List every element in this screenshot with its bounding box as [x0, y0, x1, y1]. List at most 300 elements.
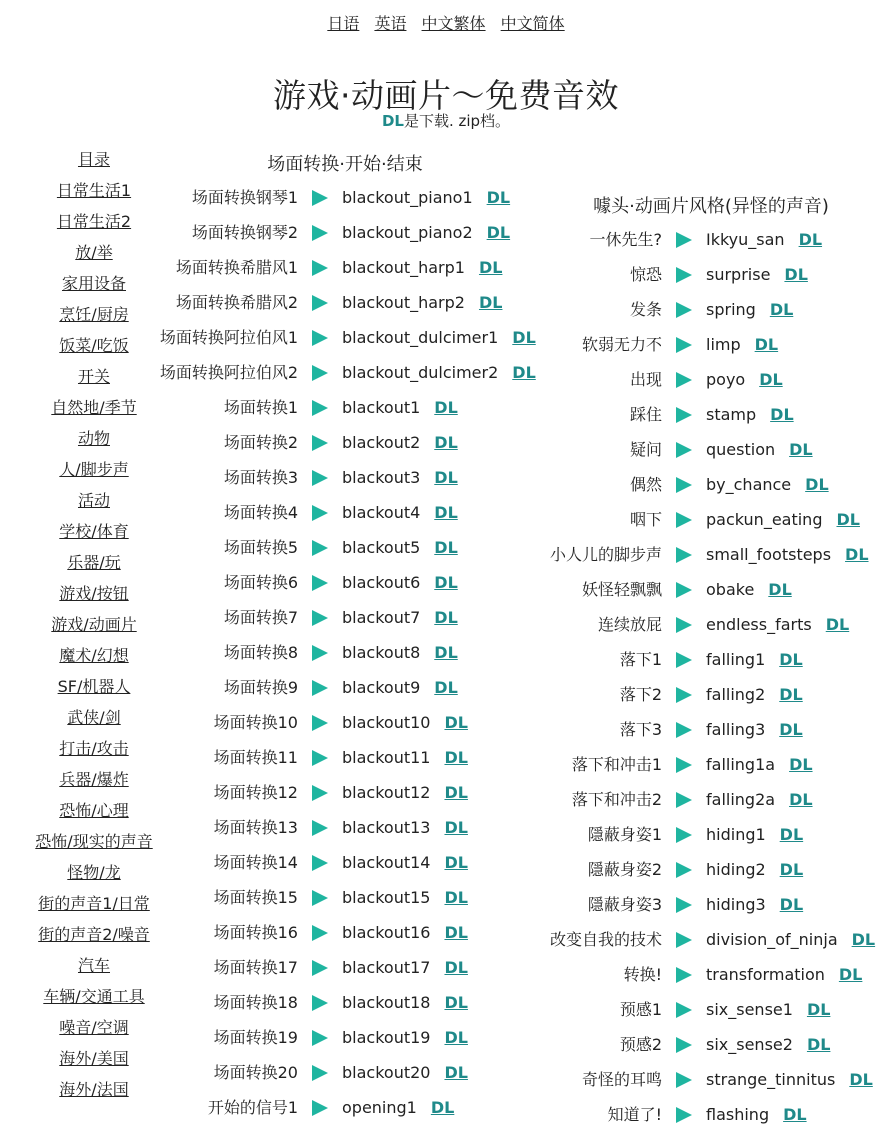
section-a-heading: 场面转换·开始·结束 — [267, 154, 423, 175]
nav-link[interactable]: 开关 — [77, 367, 110, 386]
nav-link[interactable]: 烹饪/厨房 — [59, 305, 129, 324]
section-a-list — [0, 187, 560, 1132]
download-link[interactable]: DL — [434, 503, 458, 522]
sound-label: 场面转换6 — [223, 573, 298, 592]
play-icon[interactable] — [312, 1100, 328, 1116]
sound-row — [540, 754, 892, 789]
page-subtitle — [0, 110, 892, 131]
sound-filename: by_chance — [706, 475, 792, 494]
download-link[interactable]: DL — [444, 748, 468, 767]
sound-row — [0, 362, 560, 397]
play-icon[interactable] — [312, 715, 328, 731]
sound-row — [540, 824, 892, 859]
sound-filename: blackout13 — [342, 818, 431, 837]
download-link[interactable]: DL — [512, 328, 536, 347]
play-icon[interactable] — [676, 512, 692, 528]
sound-filename-group — [706, 369, 783, 391]
sound-label: 场面转换16 — [213, 923, 298, 942]
play-icon[interactable] — [312, 680, 328, 696]
download-link[interactable]: DL — [434, 538, 458, 557]
sound-label: 场面转换5 — [223, 538, 298, 557]
sound-row — [540, 649, 892, 684]
download-link[interactable]: DL — [779, 860, 804, 879]
sound-label: 知道了! — [607, 1105, 662, 1124]
download-link[interactable]: DL — [754, 335, 779, 354]
play-icon[interactable] — [676, 547, 692, 563]
download-link[interactable]: DL — [770, 405, 794, 424]
nav-link[interactable]: 游戏/动画片 — [51, 615, 137, 634]
nav-link[interactable]: 家用设备 — [61, 274, 126, 293]
nav-link[interactable]: SF/机器人 — [57, 677, 131, 696]
nav-link[interactable]: 街的声音1/日常 — [38, 894, 150, 913]
sound-row — [540, 1104, 892, 1139]
play-icon[interactable] — [312, 470, 328, 486]
sound-filename: falling1a — [706, 755, 776, 774]
download-link[interactable]: DL — [478, 293, 503, 312]
sound-row — [0, 432, 560, 467]
download-link[interactable]: DL — [444, 923, 468, 942]
download-link[interactable]: DL — [434, 573, 458, 592]
download-link[interactable]: DL — [845, 545, 869, 564]
sound-filename: blackout_piano2 — [342, 223, 473, 242]
sound-label: 场面转换20 — [213, 1063, 298, 1082]
download-link[interactable]: DL — [444, 1063, 468, 1082]
download-link[interactable]: DL — [836, 510, 860, 529]
sound-filename-group — [706, 719, 803, 741]
sound-row — [0, 222, 560, 257]
sound-filename: surprise — [706, 265, 771, 284]
sound-filename: blackout19 — [342, 1028, 431, 1047]
sound-filename: flashing — [706, 1105, 770, 1124]
sound-filename: six_sense2 — [706, 1035, 793, 1054]
sound-filename-group — [342, 992, 468, 1014]
play-icon[interactable] — [312, 400, 328, 416]
sound-row — [540, 229, 892, 264]
nav-link[interactable]: 目录 — [77, 150, 110, 169]
play-icon[interactable] — [312, 960, 328, 976]
sound-filename-group — [342, 187, 510, 209]
nav-link[interactable]: 乐器/玩 — [67, 553, 121, 572]
sound-row — [540, 264, 892, 299]
sound-filename: opening1 — [342, 1098, 417, 1117]
sound-filename: blackout12 — [342, 783, 431, 802]
download-link[interactable]: DL — [825, 615, 850, 634]
sound-filename-group — [706, 439, 813, 461]
sound-filename-group — [342, 1062, 468, 1084]
sound-filename: blackout9 — [342, 678, 421, 697]
sound-row — [0, 817, 560, 852]
sound-row — [540, 789, 892, 824]
play-icon[interactable] — [676, 337, 692, 353]
sound-filename-group — [342, 502, 458, 524]
sound-label: 预感1 — [619, 1000, 662, 1019]
sound-label: 落下3 — [619, 720, 662, 739]
sound-filename-group — [706, 544, 869, 566]
sound-filename: blackout_harp1 — [342, 258, 465, 277]
nav-link[interactable]: 兵器/爆炸 — [59, 770, 129, 789]
sound-filename: hiding3 — [706, 895, 766, 914]
nav-link[interactable]: 活动 — [77, 491, 110, 510]
sound-label: 场面转换8 — [223, 643, 298, 662]
play-icon[interactable] — [312, 645, 328, 661]
download-link[interactable]: DL — [434, 678, 458, 697]
play-icon[interactable] — [676, 792, 692, 808]
sound-label: 场面转换17 — [213, 958, 298, 977]
download-link[interactable]: DL — [779, 650, 803, 669]
sound-filename-group — [342, 362, 536, 384]
download-link[interactable]: DL — [789, 440, 813, 459]
sound-label: 场面转换钢琴1 — [191, 188, 298, 207]
play-icon[interactable] — [676, 827, 692, 843]
play-icon[interactable] — [312, 225, 328, 241]
sound-row — [0, 957, 560, 992]
download-link[interactable]: DL — [806, 1035, 831, 1054]
download-link[interactable]: DL — [779, 825, 804, 844]
sound-filename: blackout15 — [342, 888, 431, 907]
sound-filename-group — [342, 957, 468, 979]
play-icon[interactable] — [676, 442, 692, 458]
nav-link[interactable]: 噪音/空调 — [59, 1018, 129, 1037]
download-link[interactable]: DL — [512, 363, 536, 382]
nav-link[interactable]: 魔术/幻想 — [59, 646, 129, 665]
sound-filename-group — [706, 299, 793, 321]
nav-link[interactable]: 游戏/按钮 — [59, 584, 129, 603]
sound-filename: transformation — [706, 965, 825, 984]
sound-label: 连续放屁 — [597, 615, 662, 634]
sound-filename-group — [342, 817, 468, 839]
sound-label: 惊恐 — [629, 265, 662, 284]
sound-label: 场面转换11 — [213, 748, 298, 767]
play-icon[interactable] — [312, 190, 328, 206]
nav-link[interactable]: 车辆/交通工具 — [43, 987, 145, 1006]
sound-filename: blackout_dulcimer2 — [342, 363, 499, 382]
play-icon[interactable] — [676, 757, 692, 773]
download-link[interactable]: DL — [434, 643, 458, 662]
download-link[interactable]: DL — [444, 1028, 468, 1047]
download-link[interactable]: DL — [779, 720, 803, 739]
lang-link-simplified-chinese[interactable]: 中文简体 — [500, 14, 565, 33]
sound-row — [0, 502, 560, 537]
lang-link-traditional-chinese[interactable]: 中文繁体 — [421, 14, 486, 33]
sound-row — [540, 579, 892, 614]
play-icon[interactable] — [676, 372, 692, 388]
play-icon[interactable] — [312, 890, 328, 906]
download-link[interactable]: DL — [444, 958, 468, 977]
sound-row — [0, 712, 560, 747]
nav-link[interactable]: 汽车 — [77, 956, 110, 975]
play-icon[interactable] — [312, 1065, 328, 1081]
play-icon[interactable] — [312, 785, 328, 801]
sound-filename: obake — [706, 580, 755, 599]
section-b-list — [540, 229, 892, 1139]
sound-filename: strange_tinnitus — [706, 1070, 836, 1089]
sound-row — [0, 922, 560, 957]
sound-label: 场面转换12 — [213, 783, 298, 802]
sound-label: 场面转换阿拉伯风2 — [159, 363, 298, 382]
play-icon[interactable] — [676, 1072, 692, 1088]
download-link[interactable]: DL — [838, 965, 863, 984]
download-link[interactable]: DL — [444, 783, 468, 802]
sound-label: 改变自我的技术 — [549, 930, 662, 949]
download-link[interactable]: DL — [434, 398, 458, 417]
nav-link[interactable]: 人/脚步声 — [59, 460, 129, 479]
sound-row — [0, 537, 560, 572]
play-icon[interactable] — [676, 1037, 692, 1053]
sound-filename: Ikkyu_san — [706, 230, 785, 249]
download-link[interactable]: DL — [444, 888, 468, 907]
download-link[interactable]: DL — [486, 188, 511, 207]
play-icon[interactable] — [312, 925, 328, 941]
sound-label: 踩住 — [629, 405, 662, 424]
nav-link[interactable]: 武侠/剑 — [67, 708, 121, 727]
page-title: 游戏·动画片～免费音效 — [273, 76, 619, 115]
nav-link[interactable]: 日常生活2 — [56, 212, 132, 231]
nav-link[interactable]: 打击/攻击 — [59, 739, 129, 758]
sound-filename-group — [342, 642, 458, 664]
download-link[interactable]: DL — [444, 818, 468, 837]
play-icon[interactable] — [312, 540, 328, 556]
sound-filename-group — [342, 712, 468, 734]
download-link[interactable]: DL — [851, 930, 876, 949]
play-icon[interactable] — [312, 995, 328, 1011]
sound-filename: blackout17 — [342, 958, 431, 977]
play-icon[interactable] — [676, 1107, 692, 1123]
sound-filename-group — [706, 789, 813, 811]
sound-row — [0, 467, 560, 502]
sound-row — [540, 719, 892, 754]
nav-link[interactable]: 放/举 — [75, 243, 113, 262]
download-link[interactable]: DL — [759, 370, 783, 389]
sound-filename: falling2a — [706, 790, 776, 809]
play-icon[interactable] — [676, 1002, 692, 1018]
nav-link[interactable]: 饭菜/吃饭 — [59, 336, 129, 355]
sound-filename-group — [706, 229, 822, 251]
play-icon[interactable] — [312, 505, 328, 521]
nav-link[interactable]: 自然地/季节 — [51, 398, 137, 417]
sound-row — [540, 999, 892, 1034]
download-link[interactable]: DL — [849, 1070, 873, 1089]
section-b-heading: 噱头·动画片风格(异怪的声音) — [593, 196, 829, 217]
play-icon[interactable] — [676, 232, 692, 248]
sound-label: 场面转换钢琴2 — [191, 223, 298, 242]
play-icon[interactable] — [312, 855, 328, 871]
sound-filename: blackout4 — [342, 503, 421, 522]
sound-filename: stamp — [706, 405, 757, 424]
play-icon[interactable] — [676, 477, 692, 493]
sound-row — [0, 852, 560, 887]
sound-filename: blackout16 — [342, 923, 431, 942]
download-link[interactable]: DL — [478, 258, 503, 277]
sound-filename: blackout_harp2 — [342, 293, 465, 312]
sound-row — [540, 404, 892, 439]
sound-label: 发条 — [629, 300, 662, 319]
sound-filename-group — [706, 614, 849, 636]
sound-row — [0, 607, 560, 642]
nav-link[interactable]: 怪物/龙 — [67, 863, 121, 882]
sound-filename-group — [706, 684, 803, 706]
play-icon[interactable] — [312, 575, 328, 591]
sound-filename-group — [706, 509, 860, 531]
download-link[interactable]: DL — [806, 1000, 831, 1019]
sound-row — [540, 964, 892, 999]
sound-filename: blackout3 — [342, 468, 421, 487]
sound-filename: blackout8 — [342, 643, 421, 662]
sound-row — [540, 369, 892, 404]
sound-filename-group — [342, 922, 468, 944]
nav-item — [0, 150, 188, 181]
sound-label: 场面转换7 — [223, 608, 298, 627]
sound-row — [540, 334, 892, 369]
sound-filename-group — [342, 327, 536, 349]
download-link[interactable]: DL — [779, 685, 803, 704]
sound-filename: blackout6 — [342, 573, 421, 592]
sound-filename-group — [706, 474, 829, 496]
sound-filename-group — [342, 677, 458, 699]
sound-filename: blackout20 — [342, 1063, 431, 1082]
sound-filename: division_of_ninja — [706, 930, 838, 949]
sound-filename: blackout_dulcimer1 — [342, 328, 499, 347]
download-link[interactable]: DL — [769, 300, 794, 319]
sound-row — [540, 684, 892, 719]
play-icon[interactable] — [676, 407, 692, 423]
download-link[interactable]: DL — [434, 608, 458, 627]
lang-link-english[interactable]: 英语 — [374, 14, 407, 33]
sound-row — [0, 327, 560, 362]
sound-label: 妖怪轻飘飘 — [581, 580, 662, 599]
nav-link[interactable]: 街的声音2/噪音 — [38, 925, 150, 944]
sound-filename-group — [342, 747, 468, 769]
sound-row — [540, 1069, 892, 1104]
play-icon[interactable] — [676, 302, 692, 318]
nav-link[interactable]: 日常生活1 — [56, 181, 132, 200]
nav-link[interactable]: 海外/美国 — [59, 1049, 129, 1068]
sound-filename-group — [342, 572, 458, 594]
sound-label: 场面转换2 — [223, 433, 298, 452]
play-icon[interactable] — [676, 897, 692, 913]
sound-label: 隱蔽身姿2 — [587, 860, 662, 879]
sound-row — [0, 187, 560, 222]
sound-filename-group — [342, 467, 458, 489]
play-icon[interactable] — [312, 260, 328, 276]
download-link[interactable]: DL — [789, 755, 813, 774]
play-icon[interactable] — [676, 652, 692, 668]
play-icon[interactable] — [676, 687, 692, 703]
play-icon[interactable] — [312, 1030, 328, 1046]
play-icon[interactable] — [312, 750, 328, 766]
sound-row — [0, 397, 560, 432]
sound-filename-group — [342, 607, 458, 629]
download-link[interactable]: DL — [444, 993, 468, 1012]
play-icon[interactable] — [676, 617, 692, 633]
sound-filename-group — [706, 754, 813, 776]
lang-link-japanese[interactable]: 日语 — [327, 14, 360, 33]
download-link[interactable]: DL — [444, 853, 468, 872]
sound-filename-group — [342, 537, 458, 559]
download-link[interactable]: DL — [779, 895, 804, 914]
sound-label: 场面转换18 — [213, 993, 298, 1012]
download-link[interactable]: DL — [805, 475, 829, 494]
sound-row — [540, 929, 892, 964]
sound-filename-group — [706, 404, 794, 426]
sound-filename: endless_farts — [706, 615, 812, 634]
language-bar — [0, 11, 892, 34]
sound-label: 场面转换4 — [223, 503, 298, 522]
sound-label: 场面转换3 — [223, 468, 298, 487]
play-icon[interactable] — [676, 967, 692, 983]
sound-filename: question — [706, 440, 776, 459]
sound-filename-group — [342, 852, 468, 874]
sound-label: 落下和冲击2 — [571, 790, 662, 809]
sound-label: 软弱无力不 — [581, 335, 662, 354]
sound-label: 转换! — [623, 965, 662, 984]
sound-row — [0, 1097, 560, 1132]
download-link[interactable]: DL — [789, 790, 813, 809]
play-icon[interactable] — [312, 295, 328, 311]
sound-row — [0, 1062, 560, 1097]
sound-label: 疑问 — [629, 440, 662, 459]
sound-filename-group — [706, 859, 803, 881]
play-icon[interactable] — [676, 267, 692, 283]
sound-row — [540, 439, 892, 474]
download-link[interactable]: DL — [444, 713, 468, 732]
play-icon[interactable] — [676, 582, 692, 598]
sound-filename-group — [706, 579, 792, 601]
download-link[interactable]: DL — [783, 1105, 807, 1124]
sound-filename: hiding2 — [706, 860, 766, 879]
play-icon[interactable] — [312, 435, 328, 451]
sound-filename-group — [342, 222, 510, 244]
sound-filename-group — [706, 964, 862, 986]
sound-row — [0, 292, 560, 327]
sound-label: 场面转换希腊风1 — [175, 258, 298, 277]
sound-filename-group — [342, 397, 458, 419]
sound-filename-group — [706, 1034, 830, 1056]
download-link[interactable]: DL — [434, 433, 458, 452]
sound-label: 场面转换14 — [213, 853, 298, 872]
play-icon[interactable] — [312, 330, 328, 346]
play-icon[interactable] — [676, 932, 692, 948]
sound-filename: blackout14 — [342, 853, 431, 872]
nav-link[interactable]: 动物 — [77, 429, 110, 448]
sound-filename: falling1 — [706, 650, 766, 669]
play-icon[interactable] — [312, 365, 328, 381]
subtitle-text: 是下载. zip档。 — [403, 112, 511, 130]
sound-filename: packun_eating — [706, 510, 823, 529]
nav-link[interactable]: 恐怖/现实的声音 — [35, 832, 153, 851]
nav-link[interactable]: 学校/体育 — [59, 522, 129, 541]
download-link[interactable]: DL — [434, 468, 458, 487]
download-link[interactable]: DL — [768, 580, 792, 599]
sound-filename-group — [706, 894, 803, 916]
download-link[interactable]: DL — [486, 223, 511, 242]
sound-filename: six_sense1 — [706, 1000, 793, 1019]
sound-row — [540, 299, 892, 334]
sound-filename-group — [706, 334, 778, 356]
download-link[interactable]: DL — [784, 265, 808, 284]
download-link[interactable]: DL — [798, 230, 823, 249]
play-icon[interactable] — [312, 820, 328, 836]
sound-filename: blackout10 — [342, 713, 431, 732]
sound-filename-group — [342, 887, 468, 909]
play-icon[interactable] — [312, 610, 328, 626]
play-icon[interactable] — [676, 862, 692, 878]
nav-link[interactable]: 海外/法国 — [59, 1080, 129, 1099]
download-link[interactable]: DL — [430, 1098, 455, 1117]
play-icon[interactable] — [676, 722, 692, 738]
sound-filename-group — [706, 999, 830, 1021]
sound-label: 落下和冲击1 — [571, 755, 662, 774]
nav-link[interactable]: 恐怖/心理 — [59, 801, 129, 820]
